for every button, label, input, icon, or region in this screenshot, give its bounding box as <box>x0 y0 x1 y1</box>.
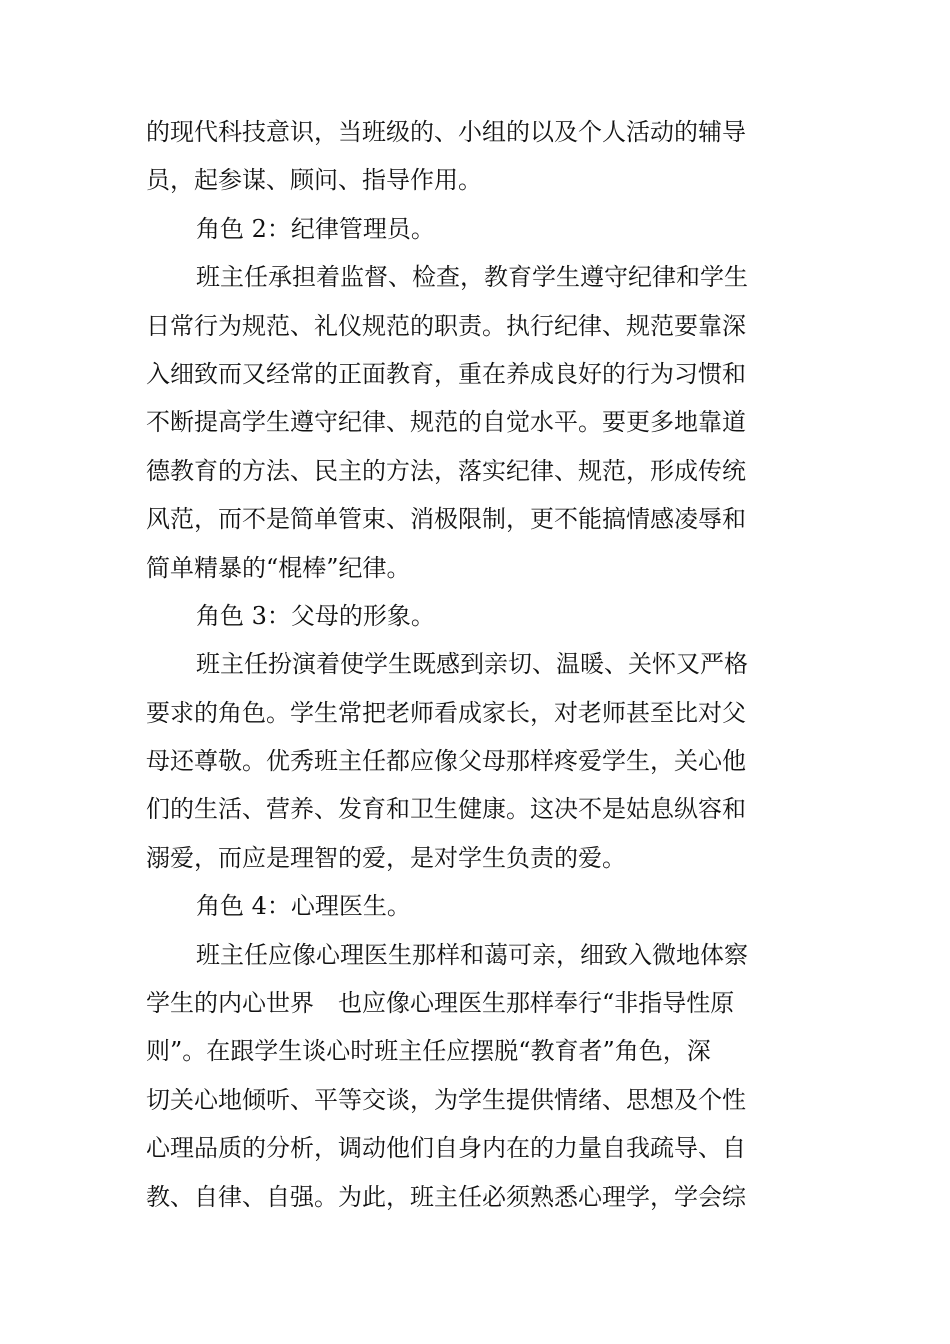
text-line: 角色 3：父母的形象。 <box>196 601 435 630</box>
text-line: 入细致而又经常的正面教育，重在养成良好的行为习惯和 <box>146 359 746 388</box>
text-line: 不断提高学生遵守纪律、规范的自觉水平。要更多地靠道 <box>146 408 746 437</box>
text-line: 母还尊敬。优秀班主任都应像父母那样疼爱学生，关心他 <box>146 747 746 776</box>
text-line: 们的生活、营养、发育和卫生健康。这决不是姑息纵容和 <box>146 795 746 824</box>
text-line: 角色 4：心理医生。 <box>196 892 411 921</box>
text-line: 溺爱，而应是理智的爱，是对学生负责的爱。 <box>146 843 626 872</box>
text-line: 教、自律、自强。为此，班主任必须熟悉心理学，学会综 <box>146 1182 746 1211</box>
text-line: 心理品质的分析，调动他们自身内在的力量自我疏导、自 <box>146 1134 746 1163</box>
text-line: 风范，而不是简单管束、消极限制，更不能搞情感凌辱和 <box>146 505 746 534</box>
text-line: 则”。在跟学生谈心时班主任应摆脱“教育者”角色，深 <box>146 1037 711 1066</box>
text-line: 日常行为规范、礼仪规范的职责。执行纪律、规范要靠深 <box>146 311 746 340</box>
document-body <box>146 108 810 1221</box>
text-line: 德教育的方法、民主的方法，落实纪律、规范，形成传统 <box>146 456 746 485</box>
text-line: 班主任应像心理医生那样和蔼可亲，细致入微地体察 <box>196 940 748 969</box>
text-line: 班主任承担着监督、检查，教育学生遵守纪律和学生 <box>196 263 748 292</box>
text-line: 员，起参谋、顾问、指导作用。 <box>146 166 482 195</box>
text-line: 班主任扮演着使学生既感到亲切、温暖、关怀又严格 <box>196 650 748 679</box>
text-line: 切关心地倾听、平等交谈，为学生提供情绪、思想及个性 <box>146 1085 746 1114</box>
text-line: 要求的角色。学生常把老师看成家长，对老师甚至比对父 <box>146 698 746 727</box>
text-line: 学生的内心世界 也应像心理医生那样奉行“非指导性原 <box>146 989 735 1018</box>
text-line: 简单精暴的“棍棒”纪律。 <box>146 553 411 582</box>
text-line: 的现代科技意识，当班级的、小组的以及个人活动的辅导 <box>146 118 746 146</box>
text-line: 角色 2：纪律管理员。 <box>196 214 435 243</box>
